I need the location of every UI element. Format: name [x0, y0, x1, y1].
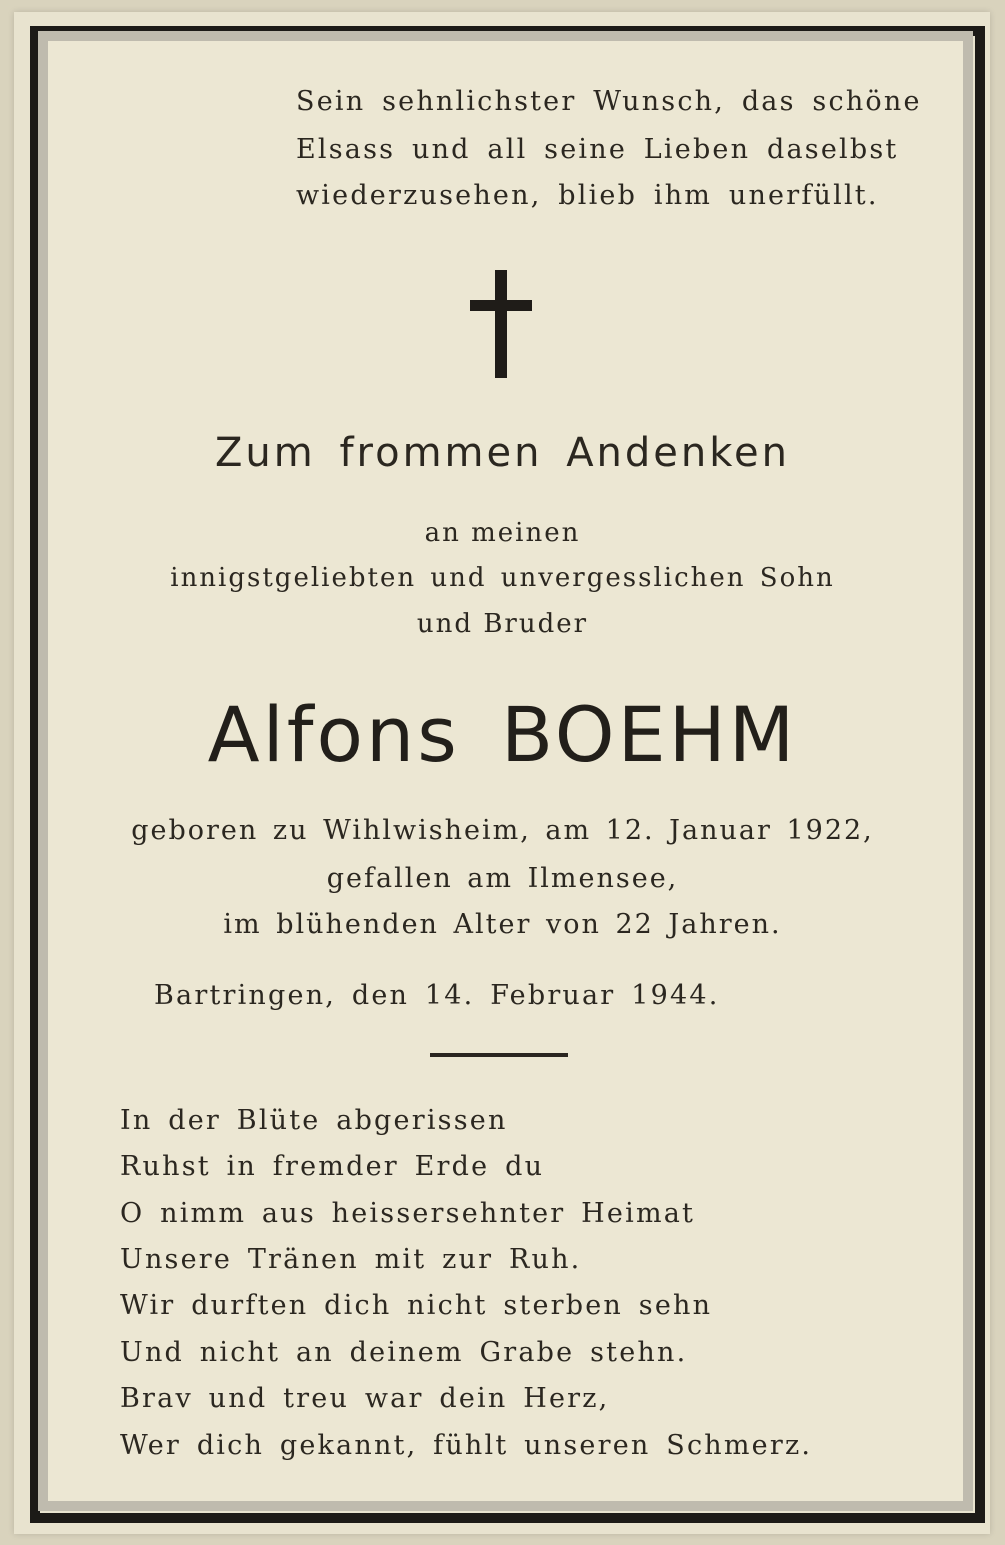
heading: Zum frommen Andenken: [215, 430, 790, 476]
poem-line: Wir durften dich nicht sterben sehn: [120, 1290, 713, 1321]
deceased-name: Alfons BOEHM: [207, 690, 798, 779]
poem-line: Ruhst in fremder Erde du: [120, 1151, 545, 1182]
poem-line: Brav und treu war dein Herz,: [120, 1383, 610, 1414]
dedication-line-1: an meinen: [424, 518, 581, 548]
poem-line: Und nicht an deinem Grabe stehn.: [120, 1337, 688, 1368]
details-line-3: im blühenden Alter von 22 Jahren.: [223, 909, 782, 940]
epigraph-line-2: Elsass und all seine Lieben daselbst: [296, 134, 899, 165]
poem-line: In der Blüte abgerissen: [120, 1105, 508, 1136]
divider-line: [430, 1053, 568, 1057]
poem-line: Unsere Tränen mit zur Ruh.: [120, 1244, 582, 1275]
epigraph-line-3: wiederzusehen, blieb ihm unerfüllt.: [296, 180, 879, 211]
epigraph-line-1: Sein sehnlichster Wunsch, das schöne: [296, 86, 922, 117]
details-line-1: geboren zu Wihlwisheim, am 12. Januar 1922,: [131, 815, 874, 846]
details-line-2: gefallen am Ilmensee,: [326, 863, 679, 894]
poem-line: O nimm aus heissersehnter Heimat: [120, 1198, 696, 1229]
place-date: Bartringen, den 14. Februar 1944.: [154, 980, 720, 1011]
cross-icon: [470, 270, 532, 380]
dedication-line-2: innigstgeliebten und unvergesslichen Sohn: [170, 563, 835, 593]
dedication-line-3: und Bruder: [416, 609, 589, 639]
poem-line: Wer dich gekannt, fühlt unseren Schmerz.: [120, 1430, 813, 1461]
